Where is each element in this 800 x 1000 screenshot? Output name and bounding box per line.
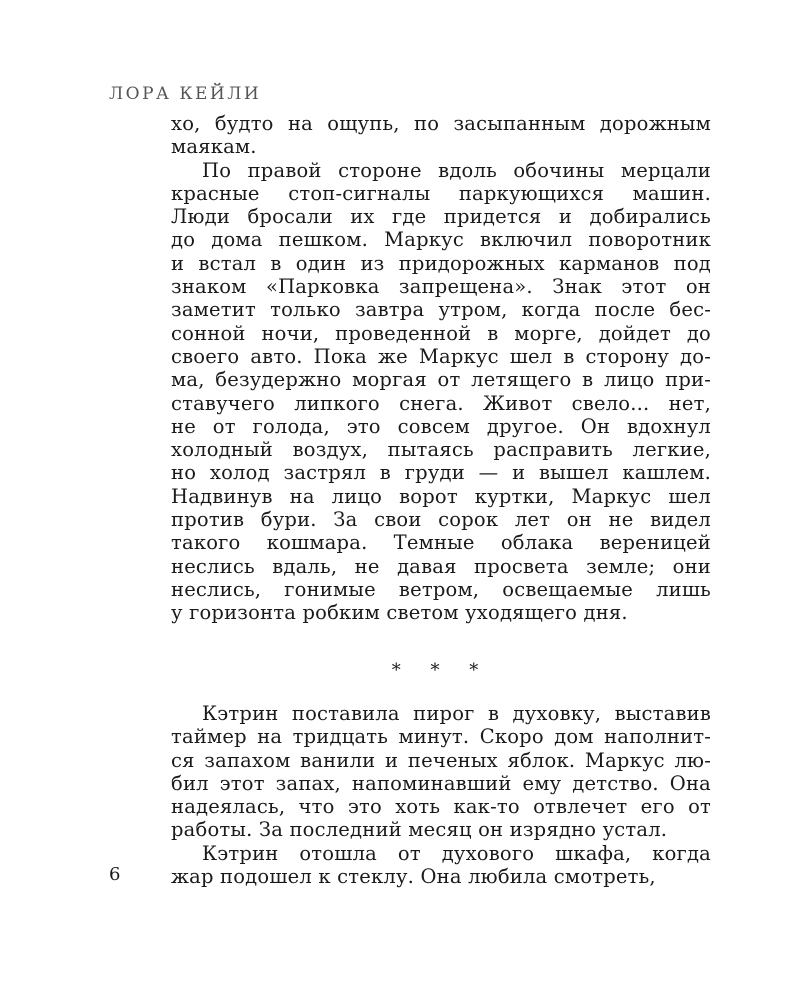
text-line: ставучего липкого снега. Живот свело... нет,: [171, 391, 711, 415]
text-line: ма, безудержно моргая от летящего в лицо при-: [171, 368, 711, 392]
text-line: до дома пешком. Маркус включил поворотник: [171, 228, 711, 252]
text-line: неслись, гонимые ветром, освещаемые лишь: [171, 577, 711, 601]
page-number: 6: [109, 864, 121, 885]
text-line: Люди бросали их где придется и добирались: [171, 205, 711, 229]
text-line: не от голода, это совсем другое. Он вдохнул: [171, 414, 711, 438]
text-line: заметит только завтра утром, когда после бес-: [171, 298, 711, 322]
text-line: но холод застрял в груди — и вышел кашлем.: [171, 461, 711, 485]
second-text-block: [171, 702, 711, 888]
text-line: надеялась, что это хоть как-то отвлечет его от: [171, 795, 711, 819]
text-line: таймер на тридцать минут. Скоро дом наполнит-: [171, 725, 711, 749]
text-line: сонной ночи, проведенной в морге, дойдет до: [171, 321, 711, 345]
section-break-asterism: * * *: [391, 660, 491, 681]
paragraph-start-line: Кэтрин поставила пирог в духовку, выставив: [202, 702, 711, 725]
text-line: знаком «Парковка запрещена». Знак этот он: [171, 275, 711, 299]
paragraph-start-line: Кэтрин отошла от духового шкафа, когда: [202, 841, 711, 865]
text-line: у горизонта робким светом уходящего дня.: [171, 601, 628, 625]
text-line: ся запахом ванили и печеных яблок. Маркус лю-: [171, 748, 711, 772]
text-line: против бури. За свои сорок лет он не видел: [171, 508, 711, 532]
text-line: красные стоп-сигналы паркующихся машин.: [171, 181, 711, 205]
text-line: Надвинув на лицо ворот куртки, Маркус шел: [171, 484, 711, 508]
text-line: жар подошел к стеклу. Она любила смотреть,: [171, 865, 656, 889]
text-line: работы. За последний месяц он изрядно устал.: [171, 818, 668, 842]
text-line: хо, будто на ощупь, по засыпанным дорожным: [171, 112, 711, 135]
text-line: такого кошмара. Темные облака вереницей: [171, 531, 711, 555]
text-line: маякам.: [171, 135, 257, 159]
paragraph-start-line: По правой стороне вдоль обочины мерцали: [202, 158, 711, 182]
text-line: холодный воздух, пытаясь расправить легкие,: [171, 438, 711, 462]
running-head: ЛОРА КЕЙЛИ: [109, 84, 262, 104]
text-line: бил этот запах, напоминавший ему детство. Она: [171, 771, 711, 795]
main-text-block: [171, 112, 711, 625]
text-line: и встал в один из придорожных карманов под: [171, 251, 711, 275]
text-line: своего авто. Пока же Маркус шел в сторону до-: [171, 344, 711, 368]
text-line: неслись вдаль, не давая просвета земле; они: [171, 554, 711, 578]
